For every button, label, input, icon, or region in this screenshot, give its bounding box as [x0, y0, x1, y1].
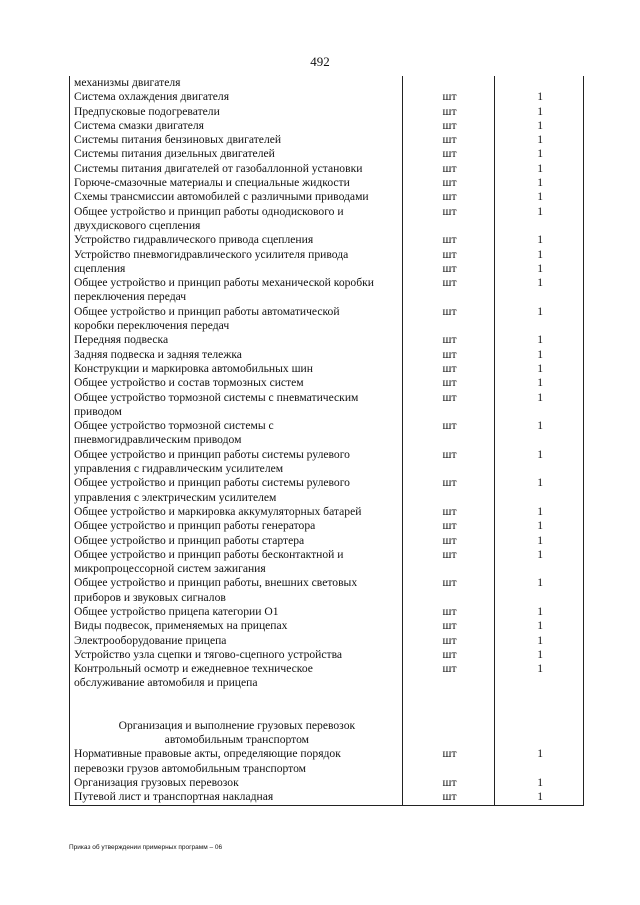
section-title: [70, 719, 403, 748]
table-row: [70, 233, 584, 247]
item-name: [70, 376, 403, 390]
table-row: [70, 276, 584, 305]
item-unit: шт: [402, 376, 495, 390]
item-quantity: 1: [495, 391, 584, 420]
item-name: [70, 362, 403, 376]
item-unit: шт: [402, 747, 495, 776]
item-name-line: Горюче-смазочные материалы и специальные жидкости: [74, 176, 350, 190]
item-name-line: управления с гидравлическим усилителем: [74, 462, 284, 476]
table-row: [70, 391, 584, 420]
table-row: [70, 133, 584, 147]
item-name: [70, 262, 403, 276]
item-unit: шт: [402, 648, 495, 662]
item-name: [70, 162, 403, 176]
table-row: [70, 519, 584, 533]
item-unit: шт: [402, 448, 495, 477]
table-row: [70, 162, 584, 176]
table-row: [70, 205, 584, 234]
item-quantity: 1: [495, 662, 584, 691]
item-quantity: [495, 76, 584, 90]
item-unit: шт: [402, 776, 495, 790]
item-name-line: Общее устройство и принцип работы однодискового и: [74, 204, 344, 218]
item-name: [70, 634, 403, 648]
table-row: [70, 248, 584, 262]
item-name: [70, 276, 403, 305]
item-name-line: приборов и звуковых сигналов: [74, 590, 226, 604]
item-name-line: Путевой лист и транспортная накладная: [74, 790, 274, 804]
item-unit: шт: [402, 162, 495, 176]
item-name-line: Общее устройство и принцип работы бесконтактной и: [74, 547, 344, 561]
item-unit: шт: [402, 534, 495, 548]
item-quantity: 1: [495, 790, 584, 805]
section-spacer: [70, 691, 584, 719]
item-quantity: 1: [495, 362, 584, 376]
item-name-line: обслуживание автомобиля и прицепа: [74, 676, 258, 690]
item-name: [70, 333, 403, 347]
item-name: [70, 119, 403, 133]
item-unit: шт: [402, 476, 495, 505]
item-name-line: Нормативные правовые акты, определяющие порядок: [74, 747, 341, 761]
table-row: [70, 147, 584, 161]
item-unit: шт: [402, 262, 495, 276]
item-name-line: Система смазки двигателя: [74, 118, 204, 132]
item-name-line: Системы питания двигателей от газобаллонной установки: [74, 161, 363, 175]
item-name-line: Общее устройство и принцип работы механической коробки: [74, 276, 374, 290]
item-name-line: Общее устройство и состав тормозных систем: [74, 376, 304, 390]
item-unit: шт: [402, 90, 495, 104]
table-row: [70, 119, 584, 133]
table-row: [70, 190, 584, 204]
item-quantity: 1: [495, 619, 584, 633]
item-quantity: 1: [495, 548, 584, 577]
item-name: [70, 519, 403, 533]
item-name-line: Общее устройство и принцип работы автоматической: [74, 304, 340, 318]
item-unit: шт: [402, 305, 495, 334]
item-quantity: 1: [495, 333, 584, 347]
item-quantity: 1: [495, 634, 584, 648]
page-footer: Приказ об утверждении примерных программ – 06: [69, 844, 223, 851]
item-quantity: 1: [495, 133, 584, 147]
item-name-line: Виды подвесок, применяемых на прицепах: [74, 619, 288, 633]
item-quantity: 1: [495, 119, 584, 133]
item-unit: [402, 76, 495, 90]
item-quantity: 1: [495, 419, 584, 448]
item-name: [70, 776, 403, 790]
item-unit: шт: [402, 276, 495, 305]
table-row: [70, 262, 584, 276]
item-unit: шт: [402, 505, 495, 519]
item-name: [70, 476, 403, 505]
item-unit: шт: [402, 519, 495, 533]
section-rows: [70, 747, 584, 805]
item-unit: шт: [402, 176, 495, 190]
item-name: [70, 419, 403, 448]
item-name-line: управления с электрическим усилителем: [74, 490, 277, 504]
item-name-line: двухдискового сцепления: [74, 218, 201, 232]
item-name: [70, 534, 403, 548]
item-name: [70, 205, 403, 234]
item-unit: шт: [402, 233, 495, 247]
item-unit: шт: [402, 348, 495, 362]
item-name-line: сцепления: [74, 261, 126, 275]
item-name-line: Общее устройство тормозной системы с: [74, 419, 274, 433]
item-name-line: Системы питания бензиновых двигателей: [74, 133, 282, 147]
item-quantity: 1: [495, 162, 584, 176]
table-row: [70, 619, 584, 633]
item-name-line: Устройство узла сцепки и тягово-сцепного устройства: [74, 647, 343, 661]
item-name: [70, 662, 403, 691]
item-name-line: Общее устройство и принцип работы, внешних световых: [74, 576, 358, 590]
item-quantity: 1: [495, 534, 584, 548]
item-name: [70, 348, 403, 362]
table-row: [70, 548, 584, 577]
section-title-line: Организация и выполнение грузовых перевозок: [118, 718, 356, 732]
item-unit: шт: [402, 105, 495, 119]
item-name-line: Устройство пневмогидравлического усилителя привода: [74, 247, 349, 261]
table-row: [70, 305, 584, 334]
item-name-line: Устройство гидравлического привода сцепления: [74, 233, 314, 247]
item-name-line: перевозки грузов автомобильным транспортом: [74, 761, 307, 775]
item-name-line: Электрооборудование прицепа: [74, 633, 227, 647]
item-unit: шт: [402, 205, 495, 234]
table-row: [70, 176, 584, 190]
table-row: [70, 648, 584, 662]
item-name-line: Общее устройство и маркировка аккумуляторных батарей: [74, 504, 362, 518]
item-name-line: приводом: [74, 404, 122, 418]
item-unit: шт: [402, 634, 495, 648]
item-name: [70, 90, 403, 104]
item-quantity: 1: [495, 176, 584, 190]
item-name-line: Задняя подвеска и задняя тележка: [74, 347, 242, 361]
item-name: [70, 233, 403, 247]
table-row: [70, 76, 584, 90]
item-quantity: 1: [495, 147, 584, 161]
item-name-line: Организация грузовых перевозок: [74, 775, 239, 789]
main-rows: [70, 76, 584, 691]
item-quantity: 1: [495, 519, 584, 533]
section-header: [70, 719, 584, 748]
item-quantity: 1: [495, 305, 584, 334]
item-name-line: Передняя подвеска: [74, 333, 169, 347]
item-name: [70, 648, 403, 662]
item-name-line: Схемы трансмиссии автомобилей с различными приводами: [74, 190, 369, 204]
table-row: [70, 348, 584, 362]
item-unit: шт: [402, 333, 495, 347]
table-row: [70, 662, 584, 691]
item-name-line: Система охлаждения двигателя: [74, 90, 230, 104]
item-unit: шт: [402, 147, 495, 161]
item-name-line: Общее устройство и принцип работы стартера: [74, 533, 305, 547]
table-row: [70, 634, 584, 648]
item-unit: шт: [402, 133, 495, 147]
item-name: [70, 747, 403, 776]
item-name: [70, 105, 403, 119]
page-number: 492: [310, 54, 330, 69]
item-name: [70, 133, 403, 147]
item-unit: шт: [402, 662, 495, 691]
item-unit: шт: [402, 119, 495, 133]
item-unit: шт: [402, 248, 495, 262]
item-unit: шт: [402, 619, 495, 633]
table-row: [70, 90, 584, 104]
table-row: [70, 776, 584, 790]
item-name-line: переключения передач: [74, 290, 187, 304]
item-unit: шт: [402, 605, 495, 619]
item-quantity: 1: [495, 348, 584, 362]
item-name: [70, 619, 403, 633]
item-unit: шт: [402, 790, 495, 805]
table-row: [70, 505, 584, 519]
table-row: [70, 448, 584, 477]
item-name: [70, 391, 403, 420]
item-name-line: Общее устройство и принцип работы генератора: [74, 519, 316, 533]
item-quantity: 1: [495, 605, 584, 619]
item-name: [70, 147, 403, 161]
item-quantity: 1: [495, 276, 584, 305]
table-row: [70, 790, 584, 805]
table-row: [70, 333, 584, 347]
equipment-table: [69, 76, 584, 806]
item-name-line: Контрольный осмотр и ежедневное техническое: [74, 662, 313, 676]
item-name: [70, 248, 403, 262]
item-name: [70, 176, 403, 190]
item-quantity: 1: [495, 233, 584, 247]
item-name: [70, 305, 403, 334]
item-name: [70, 448, 403, 477]
table-row: [70, 419, 584, 448]
item-name: [70, 505, 403, 519]
item-name: [70, 190, 403, 204]
table-row: [70, 476, 584, 505]
table-row: [70, 747, 584, 776]
item-quantity: 1: [495, 505, 584, 519]
item-quantity: 1: [495, 248, 584, 262]
item-quantity: 1: [495, 262, 584, 276]
item-quantity: 1: [495, 776, 584, 790]
item-name-line: Общее устройство тормозной системы с пневматическим: [74, 390, 359, 404]
item-unit: шт: [402, 362, 495, 376]
item-name: [70, 548, 403, 577]
table-row: [70, 362, 584, 376]
table-row: [70, 105, 584, 119]
item-name-line: пневмогидравлическим приводом: [74, 433, 242, 447]
item-unit: шт: [402, 190, 495, 204]
item-name-line: Предпусковые подогреватели: [74, 104, 220, 118]
item-quantity: 1: [495, 90, 584, 104]
item-name: [70, 605, 403, 619]
item-quantity: 1: [495, 576, 584, 605]
item-name-line: Общее устройство и принцип работы системы рулевого: [74, 447, 350, 461]
item-quantity: 1: [495, 105, 584, 119]
item-name-line: коробки переключения передач: [74, 319, 230, 333]
item-unit: шт: [402, 419, 495, 448]
item-unit: шт: [402, 576, 495, 605]
item-name: [70, 576, 403, 605]
table-row: [70, 376, 584, 390]
item-name: [70, 790, 403, 805]
table-row: [70, 576, 584, 605]
item-unit: шт: [402, 548, 495, 577]
item-name-line: микропроцессорной систем зажигания: [74, 562, 266, 576]
item-quantity: 1: [495, 205, 584, 234]
item-quantity: 1: [495, 648, 584, 662]
item-name-line: Системы питания дизельных двигателей: [74, 147, 275, 161]
item-name: [70, 76, 403, 90]
table-row: [70, 534, 584, 548]
item-unit: шт: [402, 391, 495, 420]
item-quantity: 1: [495, 747, 584, 776]
table-row: [70, 605, 584, 619]
item-quantity: 1: [495, 448, 584, 477]
item-name-line: Конструкции и маркировка автомобильных шин: [74, 361, 313, 375]
section-title-line: автомобильным транспортом: [164, 733, 310, 747]
item-name-line: Общее устройство прицепа категории О1: [74, 604, 279, 618]
item-quantity: 1: [495, 476, 584, 505]
item-quantity: 1: [495, 190, 584, 204]
item-quantity: 1: [495, 376, 584, 390]
item-name-line: механизмы двигателя: [74, 76, 181, 89]
item-name-line: Общее устройство и принцип работы системы рулевого: [74, 476, 350, 490]
